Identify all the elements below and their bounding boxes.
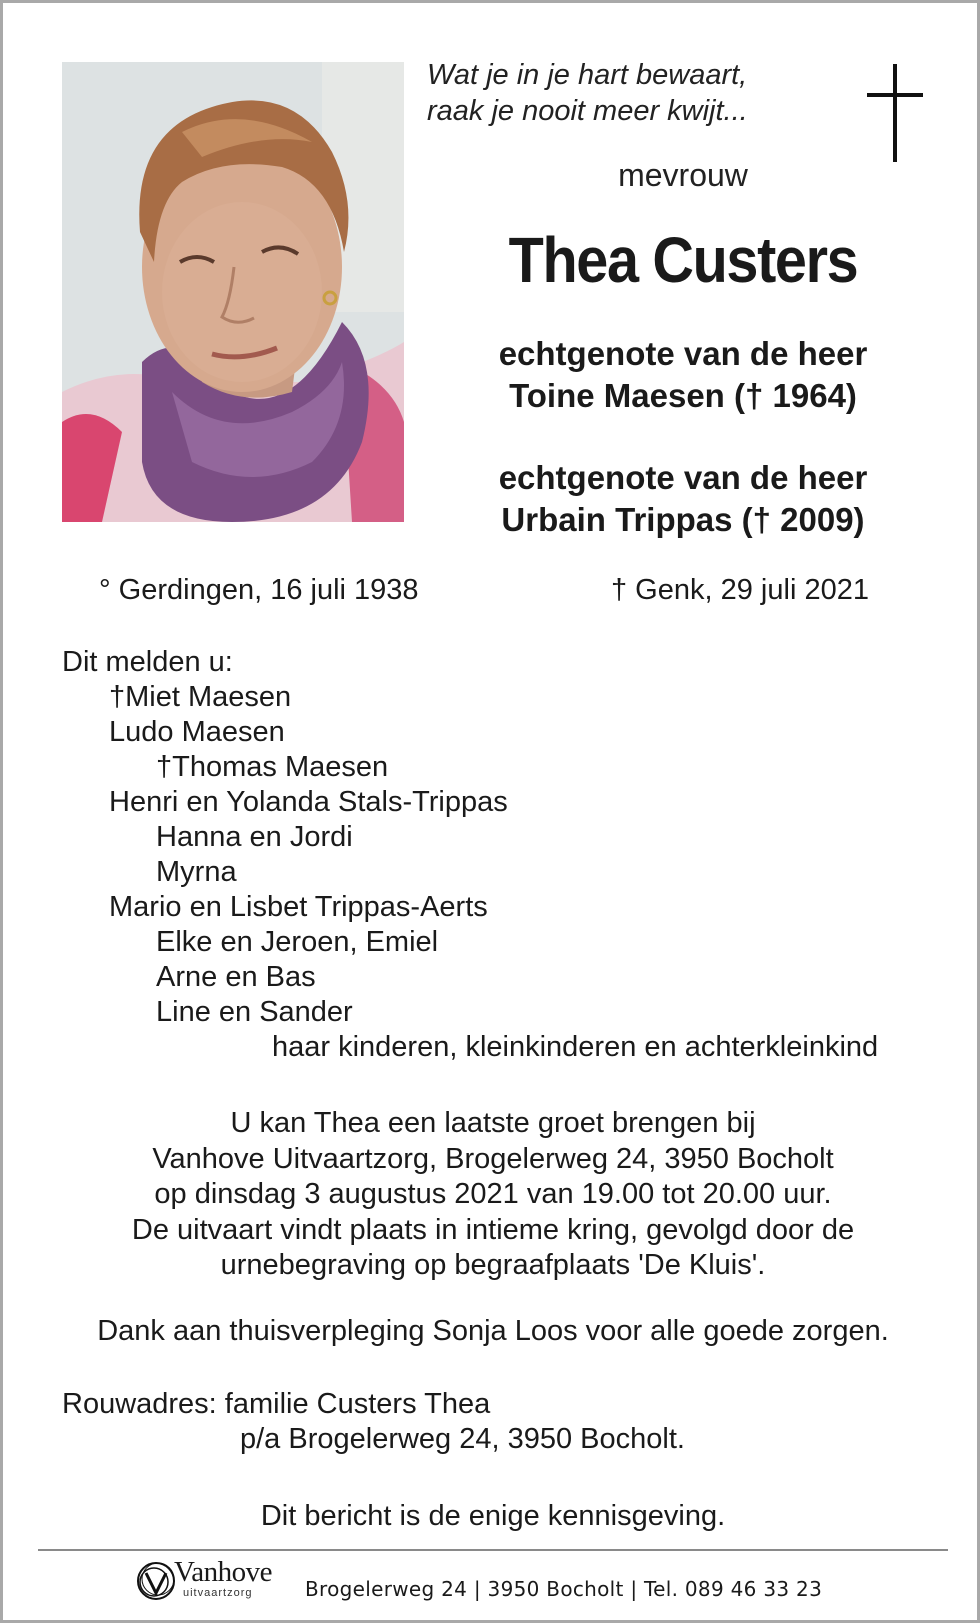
funeral-home-contact: Brogelerweg 24 | 3950 Bocholt | Tel. 089 46 33 23 (305, 1577, 823, 1601)
notice-line: Dit bericht is de enige kennisgeving. (260, 1500, 726, 1532)
viewing-line: op dinsdag 3 augustus 2021 van 19.00 tot 20.00 uur. (154, 1178, 832, 1210)
viewing-line: Vanhove Uitvaartzorg, Brogelerweg 24, 3950 Bocholt (152, 1142, 834, 1175)
announcer-entry: Elke en Jeroen, Emiel (156, 926, 439, 958)
death-info: † Genk, 29 juli 2021 (611, 574, 869, 606)
funeral-home-logo-subtitle: uitvaartzorg (183, 1587, 253, 1599)
deceased-name: Thea Custers (508, 224, 858, 296)
mourning-address-line: p/a Brogelerweg 24, 3950 Bocholt. (240, 1423, 685, 1455)
announcer-entry: †Miet Maesen (109, 681, 292, 713)
spouse-block (463, 457, 903, 541)
mourning-address (62, 1387, 685, 1457)
announcer-summary: haar kinderen, kleinkinderen en achterkleinkind (272, 1031, 879, 1063)
birth-info: ° Gerdingen, 16 juli 1938 (99, 574, 419, 606)
viewing-line: urnebegraving op begraafplaats 'De Kluis'. (220, 1249, 766, 1281)
announcer-entry: Line en Sander (156, 996, 353, 1028)
cross-icon (867, 64, 923, 162)
footer-divider (38, 1549, 948, 1551)
spouse-block (463, 333, 903, 417)
viewing-line: U kan Thea een laatste groet brengen bij (230, 1107, 756, 1139)
funeral-home-logo-icon (134, 1559, 178, 1603)
announcer-intro: Dit melden u: (62, 646, 233, 678)
thanks-line: Dank aan thuisverpleging Sonja Loos voor alle goede zorgen. (97, 1315, 889, 1347)
announcer-entry: Ludo Maesen (109, 716, 285, 748)
spouse-name: Urbain Trippas († 2009) (501, 501, 865, 538)
funeral-home-logo-name: Vanhove (174, 1556, 272, 1588)
honorific: mevrouw (618, 157, 748, 193)
announcer-entry: Myrna (156, 856, 237, 888)
announcer-entry: †Thomas Maesen (156, 751, 389, 783)
announcer-entry: Arne en Bas (156, 961, 316, 993)
quote-line: Wat je in je hart bewaart, (427, 59, 748, 91)
announcer-entry: Hanna en Jordi (156, 821, 353, 853)
viewing-line: De uitvaart vindt plaats in intieme kring, gevolgd door de (131, 1213, 855, 1246)
spouse-relation: echtgenote van de heer (498, 459, 868, 496)
portrait-photo (62, 62, 404, 522)
memorial-quote (427, 57, 807, 129)
spouse-name: Toine Maesen († 1964) (509, 377, 857, 414)
viewing-details (43, 1106, 943, 1284)
mourning-address-line: Rouwadres: familie Custers Thea (62, 1388, 491, 1420)
spouse-relation: echtgenote van de heer (498, 335, 868, 372)
announcer-list (62, 645, 878, 1065)
announcer-entry: Henri en Yolanda Stals-Trippas (109, 786, 508, 818)
announcer-entry: Mario en Lisbet Trippas-Aerts (109, 891, 488, 923)
quote-line: raak je nooit meer kwijt... (427, 95, 748, 127)
